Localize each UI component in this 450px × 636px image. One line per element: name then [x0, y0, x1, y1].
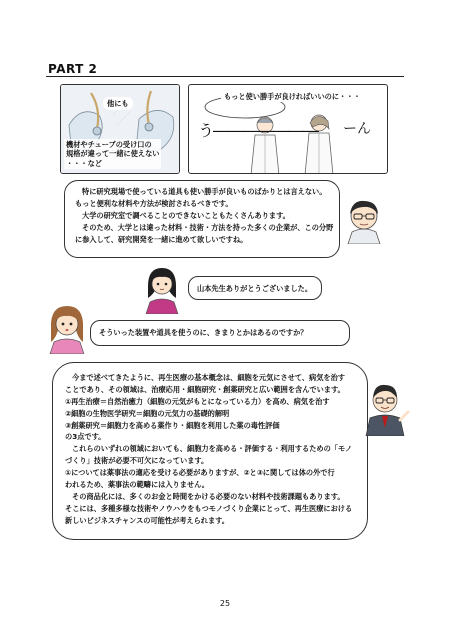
bubble-line: 新しいビジネスチャンスの可能性が考えられます。 [65, 515, 229, 525]
bubble-line: これらのいずれの領域においても、細胞力を高める・評価する・利用するための「モノ [72, 444, 353, 454]
bubble-line: われるため、薬事法の範疇には入りません。 [65, 479, 209, 489]
bubble-line: ③創薬研究＝細胞力を高める薬作り・細胞を利用した薬の毒性評価 [65, 420, 280, 430]
panel-right-sfx-u: う――――――― [198, 121, 319, 140]
panel-right-sfx-n: ーん [343, 121, 371, 137]
suit-man-character-avatar [360, 378, 410, 436]
bubble-line: もっと便利な材料や方法が検討されるべきです。 [75, 198, 233, 208]
speech-bubble-thanks: 山本先生ありがとうございました。 [188, 276, 322, 300]
professor-character-avatar [344, 196, 384, 244]
part-title: PART 2 [48, 62, 98, 76]
bubble-line: 大学の研究室で調べることのできないこともたくさんあります。 [82, 210, 290, 220]
panel-left-caption-hoka: 他にも [103, 97, 133, 110]
student-girl-character-avatar [142, 262, 182, 314]
student-brownhair-character-avatar [46, 300, 88, 354]
bubble-line: そこには、多種多様な技術やノウハウをもつモノづくり企業にとって、再生医療における [65, 503, 353, 513]
caption-line: 機材やチューブの受け口の [66, 140, 152, 149]
caption-line: 規格が違って一緒に使えない [66, 149, 160, 159]
bubble-line: 今まで述べてきたように、再生医療の基本概念は、細胞を元気にさせて、病気を治す [72, 373, 345, 382]
bubble-line: その商品化には、多くのお金と時間をかける必要のない材料や技術課題もあります。 [72, 491, 345, 501]
bubble-line: ことであり、その領域は、治療応用・細胞研究・創薬研究と広い範囲を含んでいます。 [65, 384, 345, 394]
page-number: 25 [219, 599, 231, 608]
bubble-line: の3点です。 [65, 432, 106, 442]
panel-right-caption: もっと使い勝手が良ければいいのに・・・ [221, 91, 364, 102]
speech-bubble-explanation [52, 362, 368, 540]
part-title-rule [46, 76, 404, 77]
bubble-line: に参入して、研究開発を一緒に進めて欲しいですね。 [75, 234, 248, 244]
bubble-line: づくり」技術が必要不可欠になっています。 [65, 456, 209, 466]
caption-line: ・・・など [66, 158, 102, 168]
speech-bubble-professor [64, 180, 340, 258]
bubble-line: 特に研究現場で使っている道具も使い勝手が良いものばかりとは言えない。 [82, 187, 327, 196]
bubble-line: ②細胞の生物医学研究＝細胞の元気力の基礎的解明 [65, 408, 230, 418]
bubble-line: ①再生治療＝自然治癒力（細胞の元気がもとになっている力）を高め、病気を治す [65, 396, 330, 406]
bubble-line: ①については薬事法の適応を受ける必要がありますが、②と③に関しては体の外で行 [65, 468, 335, 477]
bubble-line: そのため、大学とは違った材料・技術・方法を持った多くの企業が、この分野 [82, 222, 334, 232]
speech-bubble-question: そういった装置や道具を使うのに、きまりとかはあるのですか？ [90, 320, 350, 346]
panel-left-caption-kikai [64, 139, 161, 169]
